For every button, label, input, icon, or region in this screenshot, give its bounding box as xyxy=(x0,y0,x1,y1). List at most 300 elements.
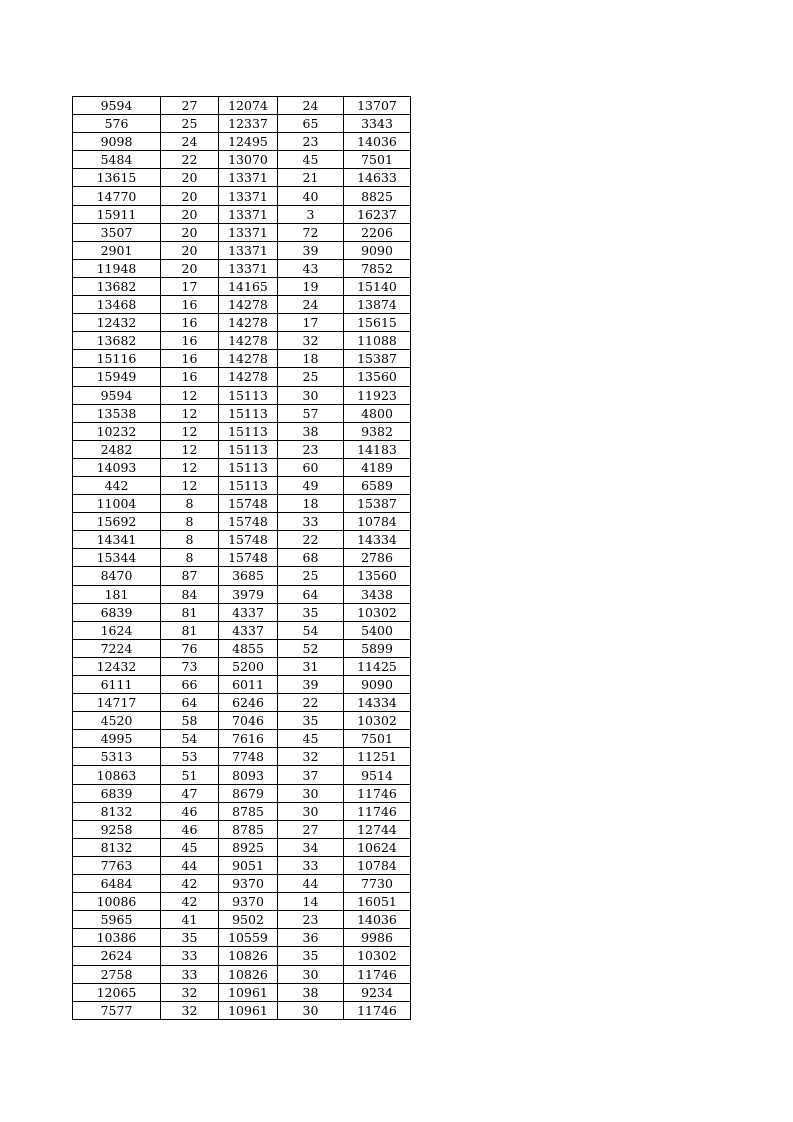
table-row xyxy=(73,440,411,458)
table-cell: 15113 xyxy=(219,422,278,440)
table-cell: 35 xyxy=(278,712,344,730)
table-row xyxy=(73,875,411,893)
table-cell: 45 xyxy=(278,730,344,748)
table-cell: 15748 xyxy=(219,549,278,567)
table-cell: 4337 xyxy=(219,603,278,621)
table-cell: 12 xyxy=(161,476,219,494)
table-cell: 17 xyxy=(161,277,219,295)
table-cell: 13707 xyxy=(344,97,411,115)
table-cell: 20 xyxy=(161,241,219,259)
table-cell: 14633 xyxy=(344,169,411,187)
table-cell: 11251 xyxy=(344,748,411,766)
table-cell: 9986 xyxy=(344,929,411,947)
table-cell: 10086 xyxy=(73,893,161,911)
table-cell: 13560 xyxy=(344,567,411,585)
table-cell: 15911 xyxy=(73,205,161,223)
table-cell: 21 xyxy=(278,169,344,187)
table-cell: 32 xyxy=(161,1001,219,1019)
table-row xyxy=(73,205,411,223)
table-cell: 32 xyxy=(278,332,344,350)
table-row xyxy=(73,911,411,929)
table-cell: 11923 xyxy=(344,386,411,404)
table-cell: 40 xyxy=(278,187,344,205)
table-row xyxy=(73,766,411,784)
table-row xyxy=(73,513,411,531)
table-cell: 2482 xyxy=(73,440,161,458)
table-row xyxy=(73,838,411,856)
table-cell: 15748 xyxy=(219,495,278,513)
table-cell: 22 xyxy=(161,151,219,169)
table-row xyxy=(73,1001,411,1019)
table-row xyxy=(73,115,411,133)
table-cell: 13682 xyxy=(73,277,161,295)
table-cell: 16051 xyxy=(344,893,411,911)
table-cell: 14334 xyxy=(344,531,411,549)
table-cell: 14770 xyxy=(73,187,161,205)
table-row xyxy=(73,314,411,332)
table-cell: 15387 xyxy=(344,350,411,368)
table-cell: 12 xyxy=(161,404,219,422)
table-cell: 7501 xyxy=(344,730,411,748)
table-cell: 11088 xyxy=(344,332,411,350)
table-row xyxy=(73,820,411,838)
table-cell: 12744 xyxy=(344,820,411,838)
table-cell: 13615 xyxy=(73,169,161,187)
table-cell: 41 xyxy=(161,911,219,929)
table-cell: 15113 xyxy=(219,458,278,476)
table-cell: 4800 xyxy=(344,404,411,422)
table-cell: 14093 xyxy=(73,458,161,476)
table-cell: 15748 xyxy=(219,513,278,531)
table-cell: 11746 xyxy=(344,965,411,983)
table-row xyxy=(73,676,411,694)
table-cell: 27 xyxy=(161,97,219,115)
table-cell: 76 xyxy=(161,639,219,657)
table-cell: 9098 xyxy=(73,133,161,151)
table-cell: 14278 xyxy=(219,350,278,368)
table-cell: 12495 xyxy=(219,133,278,151)
table-cell: 45 xyxy=(278,151,344,169)
table-cell: 16 xyxy=(161,314,219,332)
table-cell: 15387 xyxy=(344,495,411,513)
table-cell: 12432 xyxy=(73,314,161,332)
table-cell: 23 xyxy=(278,133,344,151)
table-cell: 46 xyxy=(161,820,219,838)
table-row xyxy=(73,748,411,766)
table-cell: 2624 xyxy=(73,947,161,965)
table-cell: 3438 xyxy=(344,585,411,603)
table-cell: 35 xyxy=(278,603,344,621)
table-row xyxy=(73,259,411,277)
table-cell: 52 xyxy=(278,639,344,657)
table-cell: 10302 xyxy=(344,947,411,965)
table-cell: 5200 xyxy=(219,657,278,675)
table-cell: 7046 xyxy=(219,712,278,730)
table-cell: 35 xyxy=(278,947,344,965)
table-cell: 16 xyxy=(161,368,219,386)
table-cell: 22 xyxy=(278,531,344,549)
table-cell: 8 xyxy=(161,513,219,531)
table-cell: 20 xyxy=(161,187,219,205)
table-cell: 9594 xyxy=(73,97,161,115)
table-cell: 30 xyxy=(278,802,344,820)
table-row xyxy=(73,97,411,115)
table-cell: 8132 xyxy=(73,838,161,856)
table-cell: 17 xyxy=(278,314,344,332)
table-cell: 4855 xyxy=(219,639,278,657)
table-cell: 33 xyxy=(278,856,344,874)
table-row xyxy=(73,169,411,187)
table-row xyxy=(73,495,411,513)
table-cell: 11746 xyxy=(344,1001,411,1019)
table-cell: 13371 xyxy=(219,241,278,259)
table-cell: 4337 xyxy=(219,621,278,639)
table-cell: 6011 xyxy=(219,676,278,694)
table-cell: 46 xyxy=(161,802,219,820)
table-cell: 24 xyxy=(278,296,344,314)
table-cell: 11425 xyxy=(344,657,411,675)
table-row xyxy=(73,694,411,712)
table-cell: 442 xyxy=(73,476,161,494)
table-cell: 30 xyxy=(278,965,344,983)
table-row xyxy=(73,712,411,730)
table-cell: 57 xyxy=(278,404,344,422)
table-cell: 13371 xyxy=(219,169,278,187)
table-cell: 9382 xyxy=(344,422,411,440)
table-cell: 6111 xyxy=(73,676,161,694)
table-cell: 14278 xyxy=(219,314,278,332)
table-cell: 4520 xyxy=(73,712,161,730)
table-row xyxy=(73,585,411,603)
table-cell: 31 xyxy=(278,657,344,675)
table-row xyxy=(73,947,411,965)
table-cell: 87 xyxy=(161,567,219,585)
table-cell: 12 xyxy=(161,458,219,476)
table-cell: 38 xyxy=(278,983,344,1001)
table-cell: 20 xyxy=(161,205,219,223)
table-cell: 25 xyxy=(278,368,344,386)
table-cell: 10961 xyxy=(219,983,278,1001)
table-cell: 12337 xyxy=(219,115,278,133)
table-cell: 9514 xyxy=(344,766,411,784)
table-row xyxy=(73,929,411,947)
table-cell: 27 xyxy=(278,820,344,838)
table-cell: 14717 xyxy=(73,694,161,712)
table-row xyxy=(73,332,411,350)
table-cell: 14036 xyxy=(344,133,411,151)
table-cell: 8925 xyxy=(219,838,278,856)
table-row xyxy=(73,386,411,404)
table-cell: 11746 xyxy=(344,802,411,820)
table-cell: 8470 xyxy=(73,567,161,585)
table-cell: 54 xyxy=(161,730,219,748)
table-cell: 7616 xyxy=(219,730,278,748)
table-cell: 15113 xyxy=(219,386,278,404)
table-cell: 20 xyxy=(161,223,219,241)
table-cell: 18 xyxy=(278,350,344,368)
table-cell: 8093 xyxy=(219,766,278,784)
table-cell: 9051 xyxy=(219,856,278,874)
table-cell: 23 xyxy=(278,911,344,929)
table-cell: 13468 xyxy=(73,296,161,314)
table-cell: 1624 xyxy=(73,621,161,639)
table-cell: 13560 xyxy=(344,368,411,386)
table-cell: 33 xyxy=(161,965,219,983)
table-cell: 15113 xyxy=(219,440,278,458)
table-cell: 18 xyxy=(278,495,344,513)
table-cell: 8679 xyxy=(219,784,278,802)
table-row xyxy=(73,784,411,802)
table-row xyxy=(73,567,411,585)
table-row xyxy=(73,422,411,440)
table-cell: 7577 xyxy=(73,1001,161,1019)
table-cell: 20 xyxy=(161,169,219,187)
table-row xyxy=(73,802,411,820)
table-cell: 14334 xyxy=(344,694,411,712)
table-cell: 8825 xyxy=(344,187,411,205)
table-cell: 8785 xyxy=(219,820,278,838)
table-cell: 15949 xyxy=(73,368,161,386)
table-cell: 24 xyxy=(161,133,219,151)
table-cell: 10784 xyxy=(344,856,411,874)
table-cell: 81 xyxy=(161,621,219,639)
table-cell: 73 xyxy=(161,657,219,675)
table-cell: 16 xyxy=(161,332,219,350)
table-body xyxy=(73,97,411,1020)
table-cell: 7730 xyxy=(344,875,411,893)
table-cell: 12 xyxy=(161,386,219,404)
table-cell: 30 xyxy=(278,386,344,404)
table-cell: 5400 xyxy=(344,621,411,639)
table-row xyxy=(73,856,411,874)
table-cell: 39 xyxy=(278,241,344,259)
table-cell: 3979 xyxy=(219,585,278,603)
table-cell: 11004 xyxy=(73,495,161,513)
table-cell: 9258 xyxy=(73,820,161,838)
table-row xyxy=(73,350,411,368)
table-cell: 9370 xyxy=(219,893,278,911)
table-cell: 12065 xyxy=(73,983,161,1001)
table-cell: 6839 xyxy=(73,784,161,802)
table-cell: 30 xyxy=(278,1001,344,1019)
table-cell: 13371 xyxy=(219,223,278,241)
table-row xyxy=(73,893,411,911)
table-cell: 23 xyxy=(278,440,344,458)
table-row xyxy=(73,730,411,748)
table-cell: 35 xyxy=(161,929,219,947)
table-cell: 58 xyxy=(161,712,219,730)
table-cell: 13371 xyxy=(219,187,278,205)
table-cell: 7763 xyxy=(73,856,161,874)
table-cell: 60 xyxy=(278,458,344,476)
table-cell: 181 xyxy=(73,585,161,603)
table-cell: 7501 xyxy=(344,151,411,169)
table-cell: 12432 xyxy=(73,657,161,675)
table-cell: 8 xyxy=(161,495,219,513)
table-cell: 47 xyxy=(161,784,219,802)
table-cell: 10784 xyxy=(344,513,411,531)
table-cell: 53 xyxy=(161,748,219,766)
table-cell: 15140 xyxy=(344,277,411,295)
table-cell: 10863 xyxy=(73,766,161,784)
table-cell: 8 xyxy=(161,549,219,567)
table-cell: 84 xyxy=(161,585,219,603)
table-cell: 39 xyxy=(278,676,344,694)
table-cell: 54 xyxy=(278,621,344,639)
table-cell: 16 xyxy=(161,350,219,368)
table-cell: 14278 xyxy=(219,368,278,386)
table-cell: 64 xyxy=(278,585,344,603)
table-cell: 72 xyxy=(278,223,344,241)
table-row xyxy=(73,187,411,205)
table-cell: 13070 xyxy=(219,151,278,169)
table-cell: 30 xyxy=(278,784,344,802)
table-cell: 10826 xyxy=(219,947,278,965)
table-cell: 68 xyxy=(278,549,344,567)
table-row xyxy=(73,639,411,657)
table-cell: 15692 xyxy=(73,513,161,531)
table-cell: 15116 xyxy=(73,350,161,368)
table-cell: 34 xyxy=(278,838,344,856)
table-cell: 7852 xyxy=(344,259,411,277)
table-cell: 33 xyxy=(161,947,219,965)
table-cell: 16 xyxy=(161,296,219,314)
table-row xyxy=(73,965,411,983)
table-cell: 36 xyxy=(278,929,344,947)
table-row xyxy=(73,296,411,314)
table-cell: 10559 xyxy=(219,929,278,947)
table-cell: 6484 xyxy=(73,875,161,893)
table-row xyxy=(73,657,411,675)
table-cell: 14278 xyxy=(219,332,278,350)
table-cell: 2786 xyxy=(344,549,411,567)
table-cell: 10826 xyxy=(219,965,278,983)
table-cell: 12 xyxy=(161,440,219,458)
table-cell: 44 xyxy=(278,875,344,893)
table-cell: 65 xyxy=(278,115,344,133)
table-cell: 33 xyxy=(278,513,344,531)
table-cell: 10961 xyxy=(219,1001,278,1019)
table-cell: 10232 xyxy=(73,422,161,440)
table-row xyxy=(73,549,411,567)
table-cell: 15748 xyxy=(219,531,278,549)
table-cell: 81 xyxy=(161,603,219,621)
table-cell: 4189 xyxy=(344,458,411,476)
table-cell: 14165 xyxy=(219,277,278,295)
table-cell: 13538 xyxy=(73,404,161,422)
table-cell: 9090 xyxy=(344,676,411,694)
table-cell: 9234 xyxy=(344,983,411,1001)
table-cell: 64 xyxy=(161,694,219,712)
table-cell: 6839 xyxy=(73,603,161,621)
table-cell: 49 xyxy=(278,476,344,494)
table-cell: 37 xyxy=(278,766,344,784)
table-cell: 576 xyxy=(73,115,161,133)
table-cell: 25 xyxy=(278,567,344,585)
table-cell: 13682 xyxy=(73,332,161,350)
table-cell: 12 xyxy=(161,422,219,440)
table-cell: 15344 xyxy=(73,549,161,567)
table-cell: 10302 xyxy=(344,603,411,621)
table-cell: 5484 xyxy=(73,151,161,169)
table-row xyxy=(73,241,411,259)
table-cell: 13371 xyxy=(219,259,278,277)
table-cell: 43 xyxy=(278,259,344,277)
table-cell: 11746 xyxy=(344,784,411,802)
table-cell: 14278 xyxy=(219,296,278,314)
table-cell: 15615 xyxy=(344,314,411,332)
table-cell: 7748 xyxy=(219,748,278,766)
table-cell: 15113 xyxy=(219,404,278,422)
table-cell: 2901 xyxy=(73,241,161,259)
table-cell: 6246 xyxy=(219,694,278,712)
table-cell: 10624 xyxy=(344,838,411,856)
table-cell: 2206 xyxy=(344,223,411,241)
table-row xyxy=(73,404,411,422)
table-cell: 42 xyxy=(161,875,219,893)
table-cell: 14183 xyxy=(344,440,411,458)
table-row xyxy=(73,368,411,386)
table-cell: 7224 xyxy=(73,639,161,657)
table-cell: 3685 xyxy=(219,567,278,585)
table-row xyxy=(73,223,411,241)
table-cell: 12074 xyxy=(219,97,278,115)
table-cell: 14 xyxy=(278,893,344,911)
table-cell: 14036 xyxy=(344,911,411,929)
table-cell: 11948 xyxy=(73,259,161,277)
table-cell: 8132 xyxy=(73,802,161,820)
table-cell: 2758 xyxy=(73,965,161,983)
table-cell: 32 xyxy=(278,748,344,766)
data-table xyxy=(72,96,411,1020)
table-cell: 32 xyxy=(161,983,219,1001)
table-cell: 5899 xyxy=(344,639,411,657)
table-cell: 3507 xyxy=(73,223,161,241)
table-cell: 9370 xyxy=(219,875,278,893)
table-cell: 25 xyxy=(161,115,219,133)
table-cell: 5965 xyxy=(73,911,161,929)
table-row xyxy=(73,983,411,1001)
table-cell: 24 xyxy=(278,97,344,115)
table-cell: 8 xyxy=(161,531,219,549)
table-cell: 5313 xyxy=(73,748,161,766)
table-cell: 8785 xyxy=(219,802,278,820)
table-cell: 19 xyxy=(278,277,344,295)
table-cell: 10302 xyxy=(344,712,411,730)
table-cell: 6589 xyxy=(344,476,411,494)
table-cell: 4995 xyxy=(73,730,161,748)
table-cell: 13371 xyxy=(219,205,278,223)
table-cell: 44 xyxy=(161,856,219,874)
table-cell: 66 xyxy=(161,676,219,694)
table-row xyxy=(73,151,411,169)
table-row xyxy=(73,133,411,151)
table-cell: 20 xyxy=(161,259,219,277)
table-cell: 3343 xyxy=(344,115,411,133)
table-cell: 14341 xyxy=(73,531,161,549)
table-row xyxy=(73,531,411,549)
table-row xyxy=(73,603,411,621)
table-cell: 45 xyxy=(161,838,219,856)
table-cell: 9502 xyxy=(219,911,278,929)
table-cell: 9594 xyxy=(73,386,161,404)
table-row xyxy=(73,621,411,639)
table-row xyxy=(73,277,411,295)
table-cell: 13874 xyxy=(344,296,411,314)
table-cell: 9090 xyxy=(344,241,411,259)
table-cell: 10386 xyxy=(73,929,161,947)
table-cell: 16237 xyxy=(344,205,411,223)
